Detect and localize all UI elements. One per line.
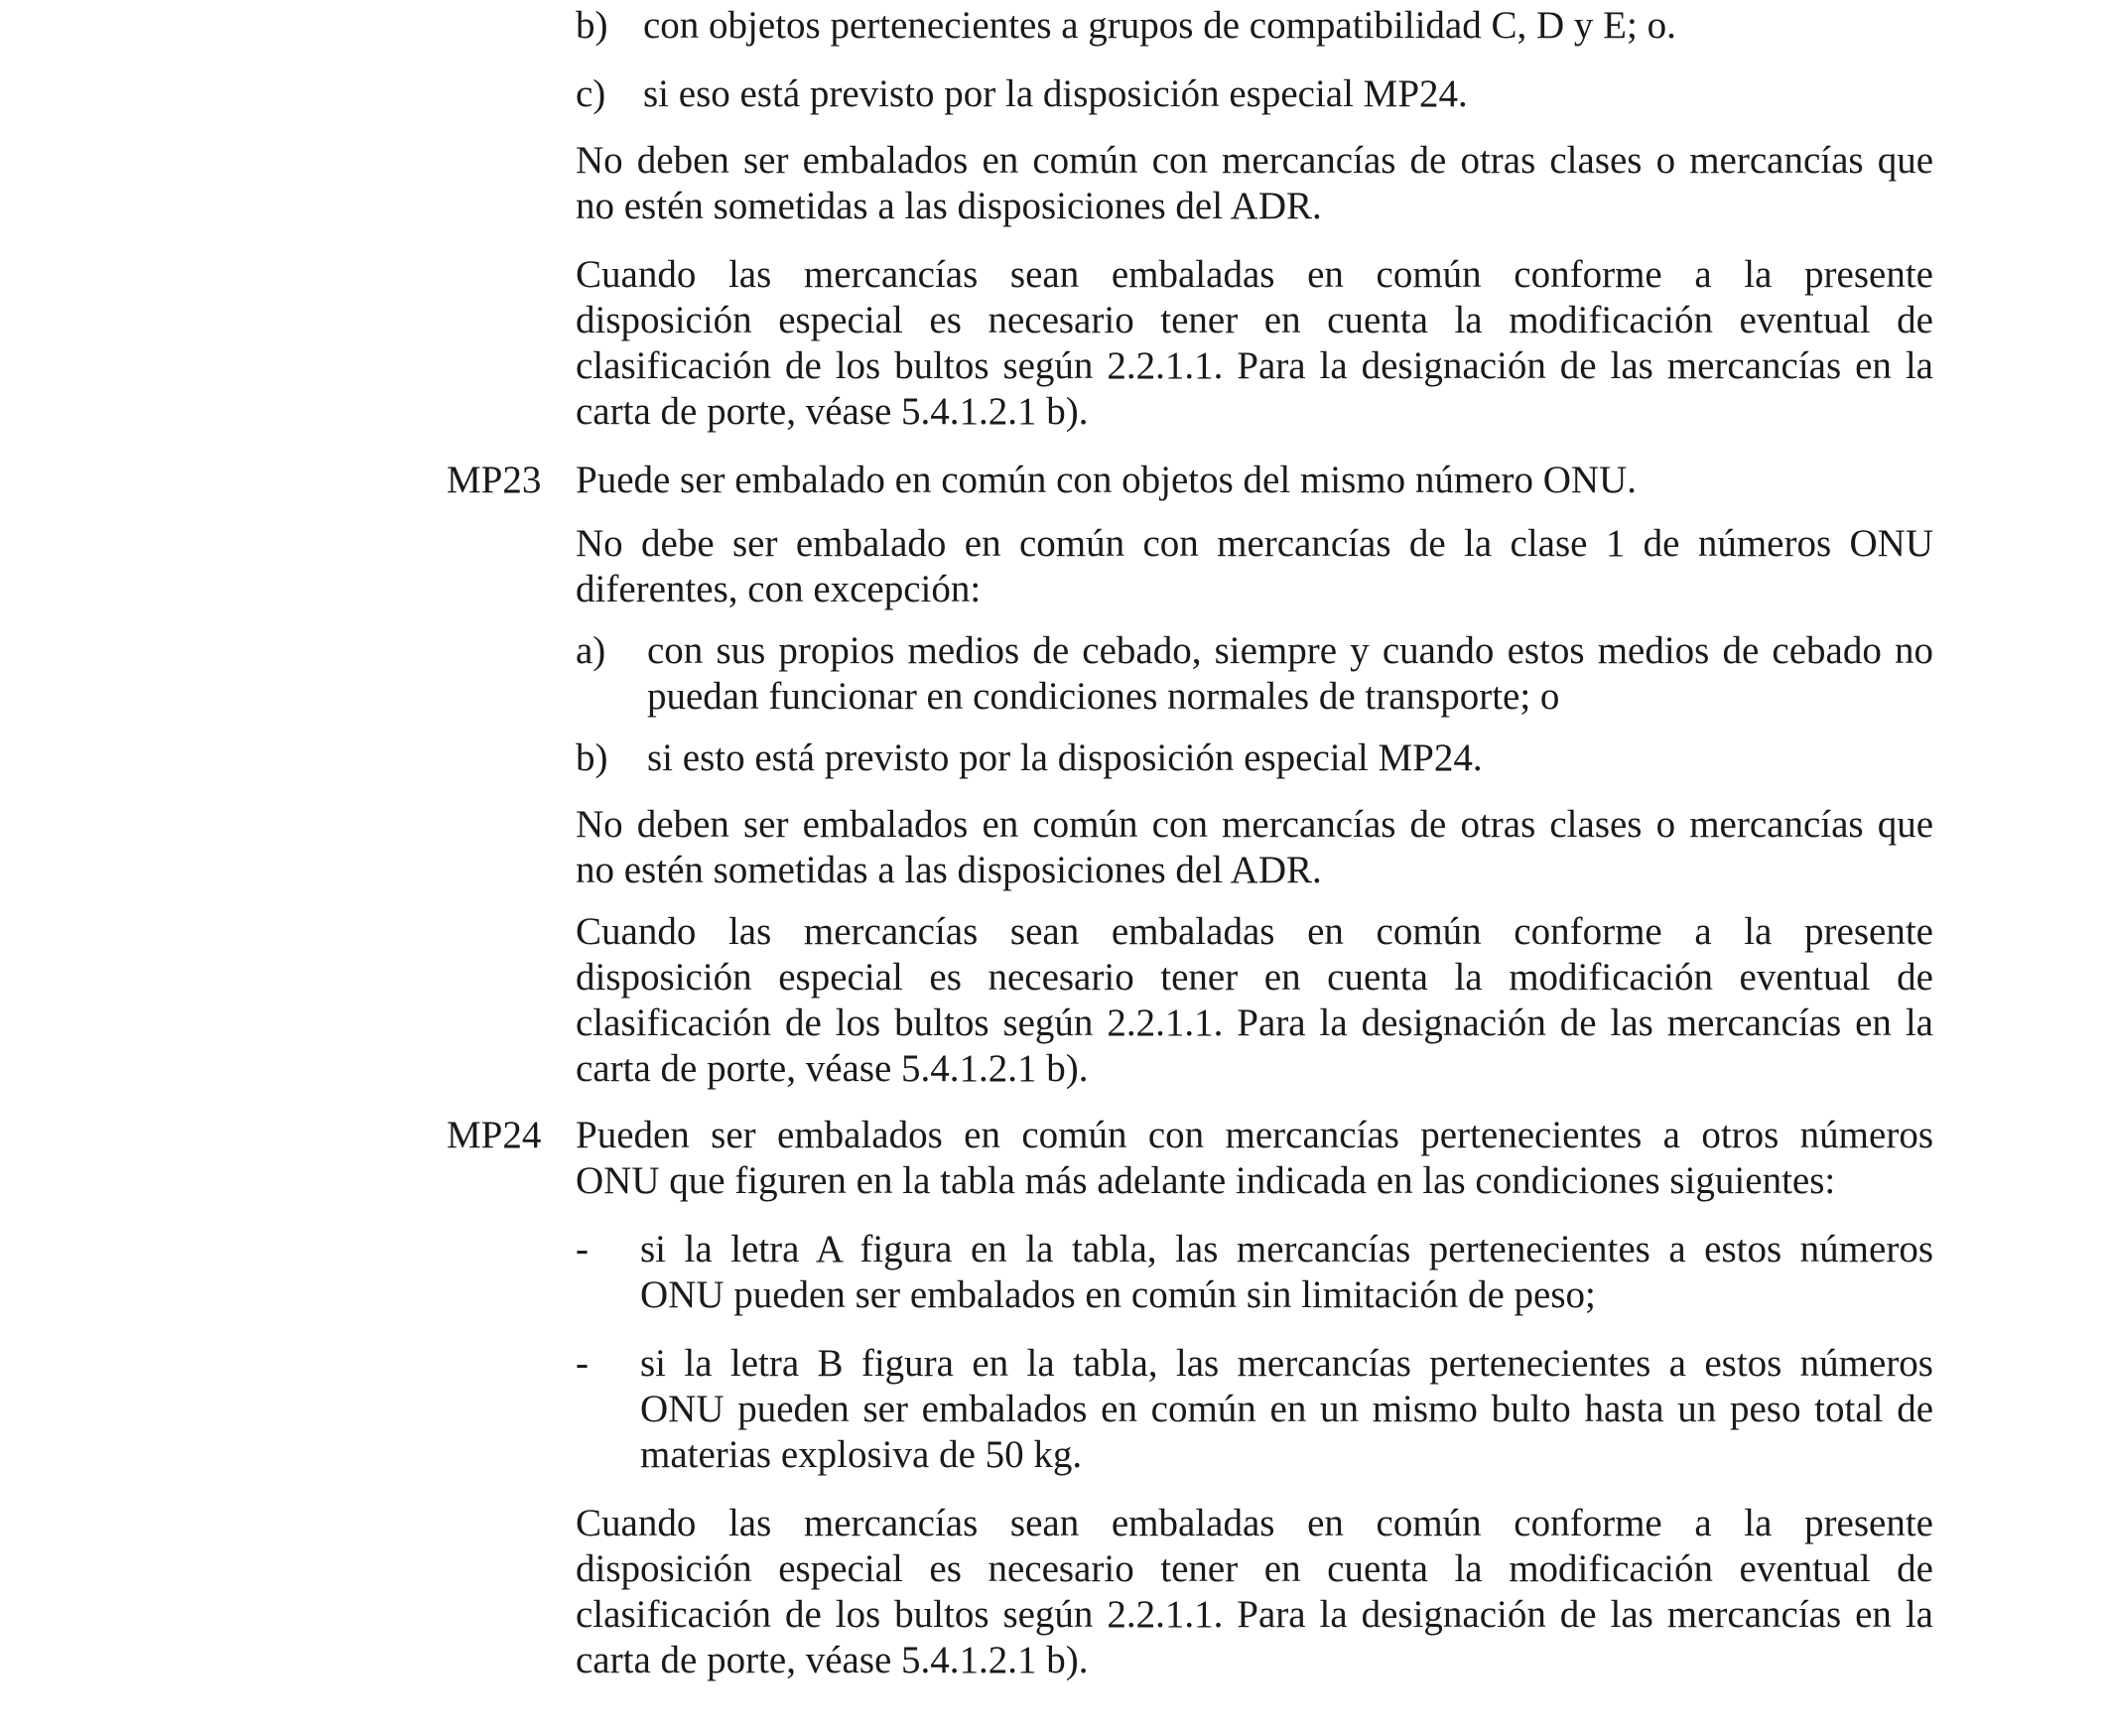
paragraph-line: clasificación de los bultos según 2.2.1.1. Para la designación de las mercancías en la [576, 1002, 1933, 1044]
list-item-text: materias explosiva de 50 kg. [640, 1433, 1083, 1476]
list-item-text: si eso está previsto por la disposición especial MP24. [643, 72, 1468, 115]
paragraph-line: Cuando las mercancías sean embaladas en común conforme a la presente [576, 1502, 1933, 1544]
paragraph-line: disposición especial es necesario tener en cuenta la modificación eventual de [576, 956, 1933, 999]
paragraph-line: no estén sometidas a las disposiciones del ADR. [576, 849, 1322, 891]
list-label: a) [576, 629, 606, 672]
list-dash: - [576, 1228, 589, 1270]
provision-first-line: Pueden ser embalados en común con mercancías pertenecientes a otros números [576, 1114, 1933, 1156]
paragraph-line: No debe ser embalado en común con mercancías de la clase 1 de números ONU [576, 522, 1933, 565]
paragraph-line: carta de porte, véase 5.4.1.2.1 b). [576, 1639, 1089, 1681]
list-item-text: si la letra B figura en la tabla, las mercancías pertenecientes a estos números [640, 1342, 1933, 1385]
list-item-text: ONU pueden ser embalados en común sin limitación de peso; [640, 1273, 1596, 1316]
list-item-text: puedan funcionar en condiciones normales de transporte; o [647, 675, 1560, 718]
paragraph-line: carta de porte, véase 5.4.1.2.1 b). [576, 390, 1089, 433]
paragraph-line: disposición especial es necesario tener en cuenta la modificación eventual de [576, 299, 1933, 341]
list-item-text: con sus propios medios de cebado, siempre y cuando estos medios de cebado no [647, 629, 1933, 672]
paragraph-line: Cuando las mercancías sean embaladas en común conforme a la presente [576, 253, 1933, 296]
list-item-text: con objetos pertenecientes a grupos de compatibilidad C, D y E; o. [643, 4, 1676, 47]
paragraph-line: Cuando las mercancías sean embaladas en común conforme a la presente [576, 910, 1933, 953]
list-item-text: si esto está previsto por la disposición especial MP24. [647, 736, 1483, 779]
list-label: c) [576, 72, 606, 115]
paragraph-line: No deben ser embalados en común con mercancías de otras clases o mercancías que [576, 139, 1933, 182]
paragraph-line: disposición especial es necesario tener en cuenta la modificación eventual de [576, 1547, 1933, 1590]
list-item-text: ONU pueden ser embalados en común en un mismo bulto hasta un peso total de [640, 1388, 1933, 1430]
provision-first-line: Puede ser embalado en común con objetos del mismo número ONU. [576, 459, 1638, 501]
paragraph-line: diferentes, con excepción: [576, 568, 982, 610]
provision-code-mp24: MP24 [447, 1114, 542, 1156]
paragraph-line: No deben ser embalados en común con mercancías de otras clases o mercancías que [576, 803, 1933, 846]
provision-first-line: ONU que figuren en la tabla más adelante indicada en las condiciones siguientes: [576, 1159, 1836, 1202]
paragraph-line: no estén sometidas a las disposiciones del ADR. [576, 185, 1322, 227]
provision-code-mp23: MP23 [447, 459, 542, 501]
paragraph-line: carta de porte, véase 5.4.1.2.1 b). [576, 1047, 1089, 1090]
list-item-text: si la letra A figura en la tabla, las mercancías pertenecientes a estos números [640, 1228, 1933, 1270]
paragraph-line: clasificación de los bultos según 2.2.1.1. Para la designación de las mercancías en la [576, 344, 1933, 387]
list-label: b) [576, 4, 608, 47]
list-label: b) [576, 736, 608, 779]
paragraph-line: clasificación de los bultos según 2.2.1.1. Para la designación de las mercancías en la [576, 1593, 1933, 1636]
list-dash: - [576, 1342, 589, 1385]
